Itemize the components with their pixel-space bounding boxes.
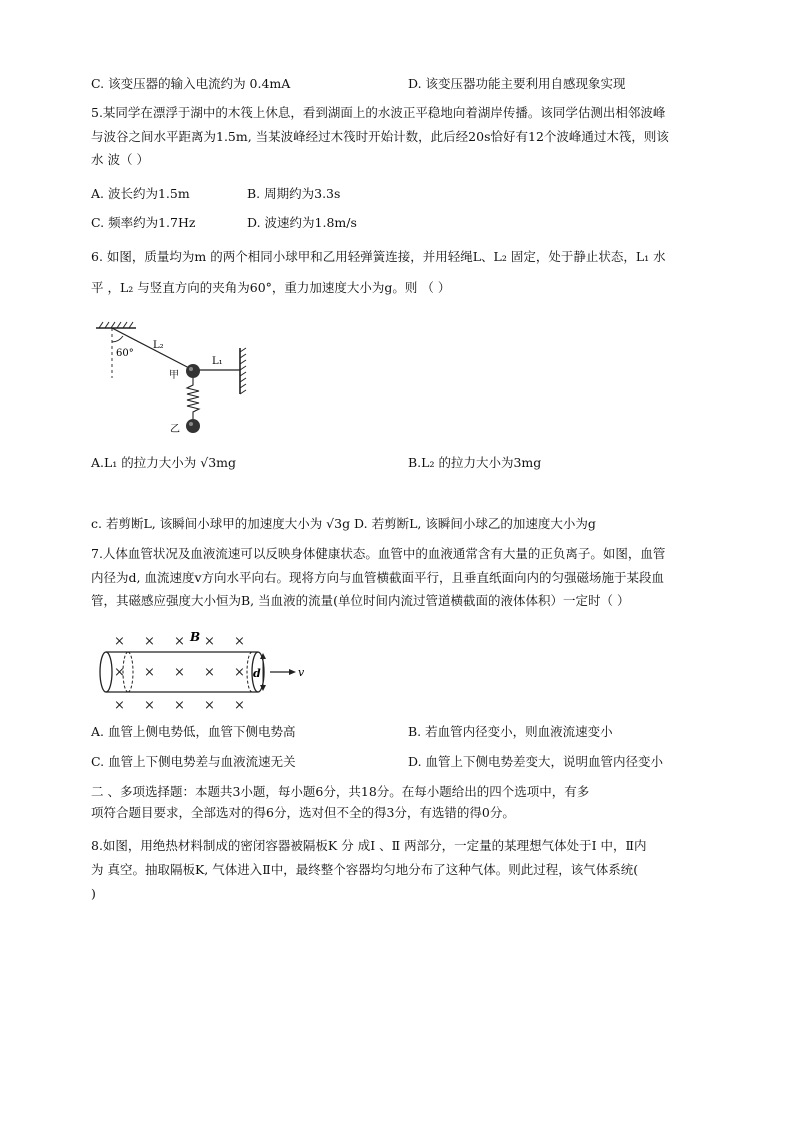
field-cross: × xyxy=(114,634,125,649)
q5-option-b: B. 周期约为3.3s xyxy=(247,186,341,201)
rope-l2-label: L₂ xyxy=(153,340,164,351)
q7-option-c: C. 血管上下侧电势差与血液流速无关 xyxy=(91,754,296,769)
q7-option-a: A. 血管上侧电势低，血管下侧电势高 xyxy=(91,724,296,739)
q5-stem-line2: 与波谷之间水平距离为1.5m, 当某波峰经过木筏时开始计数，此后经20s恰好有12个波峰通过木筏，则该 xyxy=(91,129,669,144)
field-cross: × xyxy=(174,698,185,713)
q7-option-b: B. 若血管内径变小，则血液流速变小 xyxy=(408,724,613,739)
ball-jia-label: 甲 xyxy=(169,370,179,381)
field-cross: × xyxy=(174,665,185,680)
q5-option-d: D. 波速约为1.8m/s xyxy=(247,215,357,230)
ball-jia xyxy=(186,364,200,378)
field-cross: × xyxy=(144,634,155,649)
field-cross: × xyxy=(234,634,245,649)
field-cross: × xyxy=(114,698,125,713)
q6-spring-balls-figure xyxy=(90,318,260,444)
field-cross: × xyxy=(144,698,155,713)
section2-heading-line2: 项符合题目要求，全部选对的得6分，选对但不全的得3分，有选错的得0分。 xyxy=(91,805,515,820)
field-cross: × xyxy=(204,665,215,680)
spring xyxy=(187,378,199,419)
section2-heading-line1: 二 、多项选择题：本题共3小题，每小题6分，共18分。在每小题给出的四个选项中，有多 xyxy=(91,784,590,799)
q8-stem-line3: ) xyxy=(91,886,96,901)
q6-option-cd: c. 若剪断L, 该瞬间小球甲的加速度大小为 √3g D. 若剪断L, 该瞬间小球乙的加速度大小为g xyxy=(91,516,596,531)
field-cross: × xyxy=(114,665,125,680)
q8-stem-line1: 8.如图，用绝热材料制成的密闭容器被隔板K 分 成I 、Ⅱ 两部分，一定量的某理想气体处于I 中，Ⅱ内 xyxy=(91,838,647,853)
field-cross: × xyxy=(234,698,245,713)
diameter-d-label: d xyxy=(253,667,261,680)
rope-l1-label: L₁ xyxy=(212,356,223,367)
q7-stem-line3: 管，其磁感应强度大小恒为B, 当血液的流量(单位时间内流过管道横截面的液体体积）一定时（ ） xyxy=(91,593,630,608)
q5-stem-line1: 5.某同学在漂浮于湖中的木筏上休息，看到湖面上的水波正平稳地向着湖岸传播。该同学估测出相邻波峰 xyxy=(91,105,666,120)
q5-stem-line3: 水 波（ ） xyxy=(91,152,149,167)
q7-blood-vessel-figure xyxy=(92,625,316,721)
q6-option-a: A.L₁ 的拉力大小为 √3mg xyxy=(91,455,237,470)
velocity-v-label: v xyxy=(298,666,305,679)
q6-stem-line1: 6. 如图，质量均为m 的两个相同小球甲和乙用轻弹簧连接，并用轻绳L、L₂ 固定，处于静止状态，L₁ 水 xyxy=(91,249,666,264)
field-cross: × xyxy=(174,634,185,649)
q8-stem-line2: 为 真空。抽取隔板K, 气体进入Ⅱ中，最终整个容器均匀地分布了这种气体。则此过程，该气体系统( xyxy=(91,862,639,877)
q6-option-b: B.L₂ 的拉力大小为3mg xyxy=(408,455,542,470)
angle-label: 60° xyxy=(116,348,134,359)
ball-yi-label: 乙 xyxy=(170,424,180,435)
field-cross: × xyxy=(234,665,245,680)
q7-option-d: D. 血管上下侧电势差变大，说明血管内径变小 xyxy=(408,754,664,769)
q5-option-a: A. 波长约为1.5m xyxy=(91,186,190,201)
q7-stem-line2: 内径为d, 血流速度v方向水平向右。现将方向与血管横截面平行，且垂直纸面向内的匀强磁场施于某段血 xyxy=(91,570,665,585)
q7-stem-line1: 7.人体血管状况及血液流速可以反映身体健康状态。血管中的血液通常含有大量的正负离子。如图，血管 xyxy=(91,546,666,561)
field-cross: × xyxy=(204,634,215,649)
field-cross: × xyxy=(144,665,155,680)
q4-option-c: C. 该变压器的输入电流约为 0.4mA xyxy=(91,76,291,91)
field-b-label: B xyxy=(190,630,201,644)
ball-yi xyxy=(186,419,200,433)
q6-stem-line2: 平 ，L₂ 与竖直方向的夹角为60°，重力加速度大小为g。则 （ ） xyxy=(91,280,451,295)
q4-option-d: D. 该变压器功能主要利用自感现象实现 xyxy=(408,76,626,91)
q5-option-c: C. 频率约为1.7Hz xyxy=(91,215,196,230)
field-cross: × xyxy=(204,698,215,713)
